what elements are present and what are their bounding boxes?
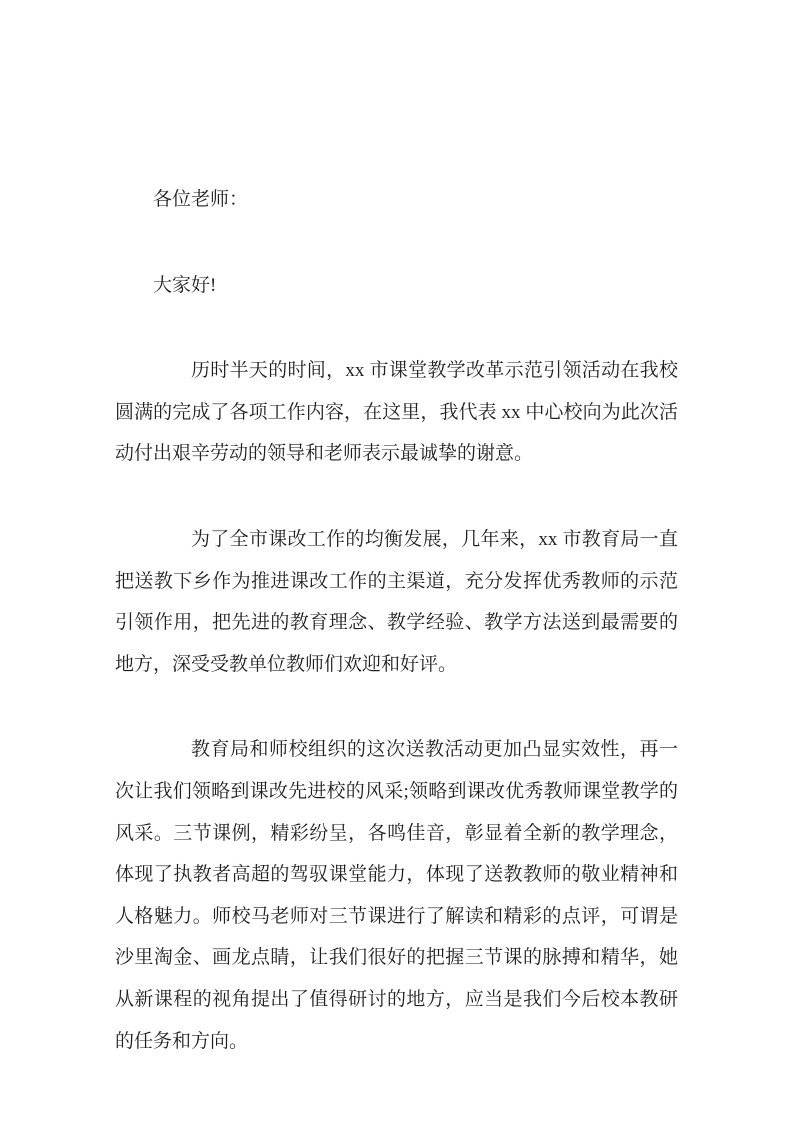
document-content xyxy=(115,179,678,1106)
paragraph-education-bureau-background: 为了全市课改工作的均衡发展，几年来，xx 市教育局一直把送教下乡作为推进课改工作的主渠道，充分发挥优秀教师的示范引领作用，把先进的教育理念、教学经验、教学方法送到最需要的地方，深受受教单位教师们欢迎和好评。 xyxy=(115,528,678,675)
paragraph-lesson-review: 教育局和师校组织的这次送教活动更加凸显实效性，再一次让我们领略到课改先进校的风采;领略到课改优秀教师课堂教学的风采。三节课例，精彩纷呈，各鸣佳音，彰显着全新的教学理念，体现了执教者高超的驾驭课堂能力，体现了送教教师的敬业精神和人格魅力。师校马老师对三节课进行了解读和精彩的点评，可谓是沙里淘金、画龙点睛，让我们很好的把握三节课的脉搏和精华，她从新课程的视角提出了值得研讨的地方，应当是我们今后校本教研的任务和方向。 xyxy=(115,739,678,1052)
salutation-line: 各位老师： xyxy=(153,189,249,210)
greeting-line: 大家好! xyxy=(153,274,217,296)
paragraph-activity-summary: 历时半天的时间，xx 市课堂教学改革示范引领活动在我校圆满的完成了各项工作内容，在这里，我代表 xx 中心校向为此次活动付出艰辛劳动的领导和老师表示最诚挚的谢意。 xyxy=(115,360,678,465)
